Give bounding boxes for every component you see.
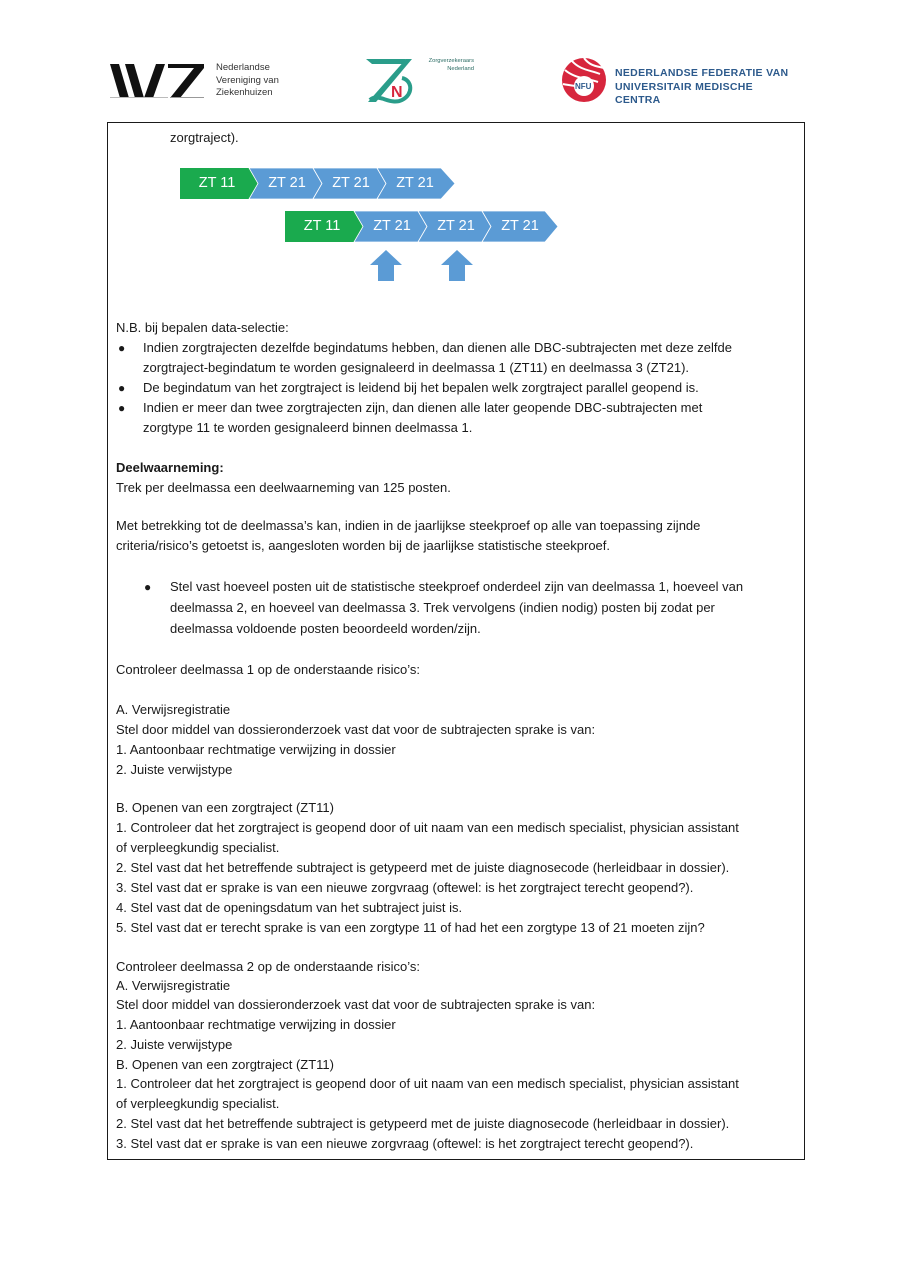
svg-text:NFU: NFU xyxy=(575,82,592,91)
deelmassa1-heading: Controleer deelmassa 1 op de onderstaande risico’s: xyxy=(116,662,420,677)
betrekking-line-1: Met betrekking tot de deelmassa’s kan, indien in de jaarlijkse steekproef op alle van toepassing zijnde xyxy=(116,518,701,533)
deelmassa1-b-item: 5. Stel vast dat er terecht sprake is van een zorgtype 11 of had het een zorgtype 13 of 21 moeten zijn? xyxy=(116,920,705,935)
deelmassa2-a-title: A. Verwijsregistratie xyxy=(116,978,231,993)
deelmassa2-heading: Controleer deelmassa 2 op de onderstaande risico’s: xyxy=(116,959,420,974)
bullet-icon: ● xyxy=(118,401,126,415)
bullet-icon: ● xyxy=(118,381,126,395)
deelmassa2-b-item: 3. Stel vast dat er sprake is van een nieuwe zorgvraag (oftewel: is het zorgtraject terecht geopend?). xyxy=(116,1136,694,1151)
nvz-logo-text: Nederlandse Vereniging van Ziekenhuizen xyxy=(216,62,279,98)
deelmassa1-b-item: 4. Stel vast dat de openingsdatum van het subtraject juist is. xyxy=(116,900,463,915)
nb-bullet-1-line-2: zorgtraject-begindatum te worden gesignaleerd in deelmassa 1 (ZT11) en deelmassa 3 (ZT21). xyxy=(143,360,690,375)
nb-heading: N.B. bij bepalen data-selectie: xyxy=(116,320,289,335)
deelmassa2-b-item: 1. Controleer dat het zorgtraject is geopend door of uit naam van een medisch specialist, physician assistant xyxy=(116,1076,739,1091)
chevron-label: ZT 11 xyxy=(198,175,236,191)
continued-text: zorgtraject). xyxy=(170,130,239,145)
deelwaarneming-text: Trek per deelmassa een deelwaarneming van 125 posten. xyxy=(116,480,451,495)
chevron-label: ZT 21 xyxy=(396,175,434,191)
stel-bullet-line-3: deelmassa voldoende posten beoordeeld worden/zijn. xyxy=(170,621,481,636)
up-arrow-icon xyxy=(441,250,473,281)
zorgtraject-chevron-diagram xyxy=(0,0,900,300)
deelmassa1-b-item: 3. Stel vast dat er sprake is van een nieuwe zorgvraag (oftewel: is het zorgtraject terecht geopend?). xyxy=(116,880,694,895)
nb-bullet-3-line-2: zorgtype 11 te worden gesignaleerd binnen deelmassa 1. xyxy=(143,420,473,435)
deelmassa1-b-item: of verpleegkundig specialist. xyxy=(116,840,280,855)
deelmassa1-a-title: A. Verwijsregistratie xyxy=(116,702,231,717)
betrekking-line-2: criteria/risico’s getoetst is, aangesloten worden bij de jaarlijkse statistische steekproef. xyxy=(116,538,610,553)
chevron-label: ZT 21 xyxy=(332,175,370,191)
chevron-label: ZT 21 xyxy=(437,218,475,234)
deelmassa1-a-item-1: 1. Aantoonbaar rechtmatige verwijzing in dossier xyxy=(116,742,396,757)
bullet-icon: ● xyxy=(118,341,126,355)
bullet-icon: ● xyxy=(144,580,152,594)
deelmassa2-a-intro: Stel door middel van dossieronderzoek vast dat voor de subtrajecten sprake is van: xyxy=(116,997,596,1012)
chevron-label: ZT 11 xyxy=(303,218,341,234)
deelmassa1-a-item-2: 2. Juiste verwijstype xyxy=(116,762,233,777)
chevron-label: ZT 21 xyxy=(373,218,411,234)
up-arrow-icon xyxy=(370,250,402,281)
nb-bullet-1-line-1: Indien zorgtrajecten dezelfde begindatums hebben, dan dienen alle DBC-subtrajecten met deze zelfde xyxy=(143,340,732,355)
deelmassa2-b-title: B. Openen van een zorgtraject (ZT11) xyxy=(116,1057,334,1072)
deelmassa1-b-title: B. Openen van een zorgtraject (ZT11) xyxy=(116,800,334,815)
deelmassa1-b-item: 1. Controleer dat het zorgtraject is geopend door of uit naam van een medisch specialist, physician assistant xyxy=(116,820,739,835)
chevron-label: ZT 21 xyxy=(268,175,306,191)
zn-logo-text: Zorgverzekeraars Nederland xyxy=(428,58,474,72)
deelmassa1-a-intro: Stel door middel van dossieronderzoek vast dat voor de subtrajecten sprake is van: xyxy=(116,722,596,737)
nb-bullet-3-line-1: Indien er meer dan twee zorgtrajecten zijn, dan dienen alle later geopende DBC-subtrajecten met xyxy=(143,400,703,415)
chevron-label: ZT 21 xyxy=(501,218,539,234)
deelmassa2-a-item-2: 2. Juiste verwijstype xyxy=(116,1037,233,1052)
deelwaarneming-heading: Deelwaarneming: xyxy=(116,460,224,475)
stel-bullet-line-1: Stel vast hoeveel posten uit de statistische steekproef onderdeel zijn van deelmassa 1, hoeveel van xyxy=(170,579,744,594)
deelmassa2-a-item-1: 1. Aantoonbaar rechtmatige verwijzing in dossier xyxy=(116,1017,396,1032)
stel-bullet-line-2: deelmassa 2, en hoeveel van deelmassa 3. Trek vervolgens (indien nodig) posten bij zodat per xyxy=(170,600,715,615)
nb-bullet-2: De begindatum van het zorgtraject is leidend bij het bepalen welk zorgtraject parallel geopend is. xyxy=(143,380,699,395)
deelmassa1-b-item: 2. Stel vast dat het betreffende subtraject is getypeerd met de juiste diagnosecode (herleidbaar in dossier). xyxy=(116,860,730,875)
svg-text:N: N xyxy=(391,84,403,101)
deelmassa2-b-item: 2. Stel vast dat het betreffende subtraject is getypeerd met de juiste diagnosecode (herleidbaar in dossier). xyxy=(116,1116,730,1131)
nfu-logo-text: NEDERLANDSE FEDERATIE VAN UNIVERSITAIR MEDISCHE CENTRA xyxy=(615,67,789,106)
deelmassa2-b-item: of verpleegkundig specialist. xyxy=(116,1096,280,1111)
